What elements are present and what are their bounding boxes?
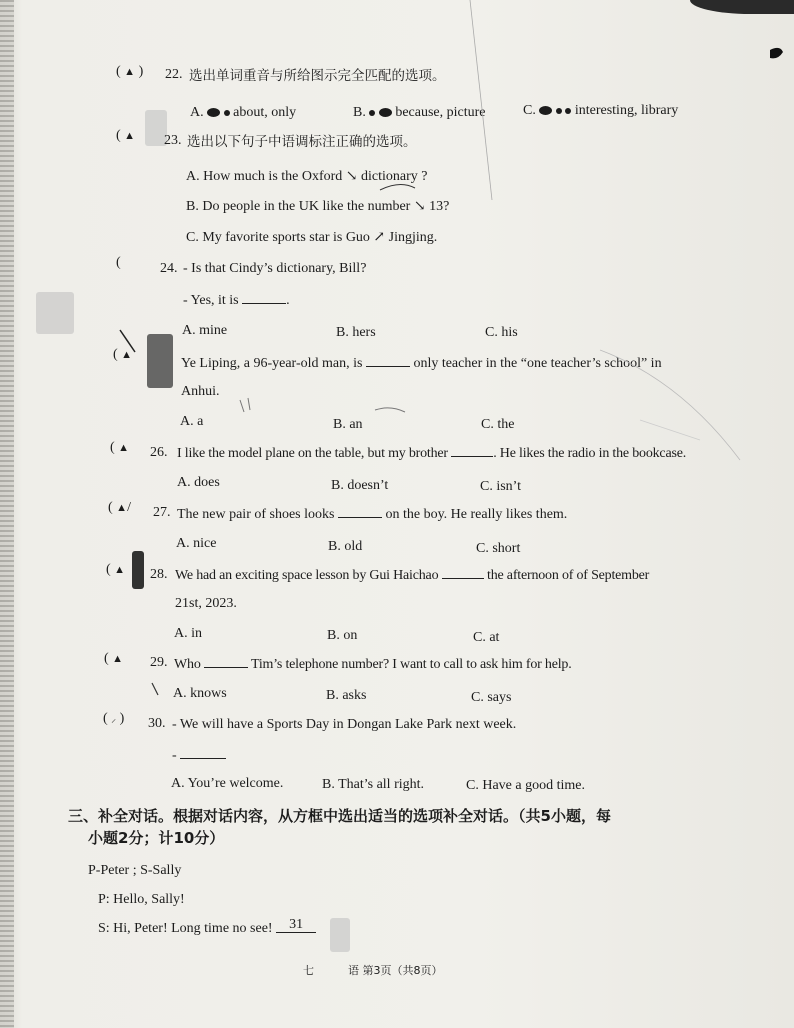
question-23-option-c: C. My favorite sports star is Guo ↗ Jingjing.: [186, 230, 438, 245]
question-30-reply: -: [172, 746, 226, 765]
answer-paren-30: ( ⸝ ): [103, 711, 125, 726]
question-22-stem: 选出单词重音与所给图示完全匹配的选项。: [189, 68, 446, 84]
footer-page-number: 语 第3页（共8页）: [348, 964, 443, 977]
question-28-option-b: B. on: [327, 628, 358, 643]
question-24-option-c: C. his: [485, 325, 518, 340]
question-22-option-a: A. about, only: [190, 105, 297, 120]
dialogue-line-2: S: Hi, Peter! Long time no see! 31: [98, 920, 316, 938]
question-30-option-b: B. That’s all right.: [322, 777, 425, 792]
question-29-stem: Who Tim’s telephone number? I want to call to ask him for help.: [174, 657, 572, 672]
answer-paren-28: ( ▲: [106, 562, 126, 577]
question-28-option-c: C. at: [473, 630, 500, 645]
section-3-title: 三、补全对话。根据对话内容，从方框中选出适当的选项补全对话。（共5小题，每: [68, 807, 611, 825]
question-26-number: 26.: [150, 445, 168, 460]
question-25-stem-line2: Anhui.: [181, 384, 220, 399]
answer-paren-25: ( ▲: [113, 347, 133, 362]
question-28-stem: We had an exciting space lesson by Gui Haichao the afternoon of of September: [175, 568, 650, 583]
question-27-stem: The new pair of shoes looks on the boy. He really likes them.: [177, 507, 568, 522]
question-23-option-b: B. Do people in the UK like the number ↘ 13?: [186, 199, 450, 214]
question-30-number: 30.: [148, 716, 166, 731]
question-27-option-b: B. old: [328, 539, 363, 554]
question-24-option-a: A. mine: [182, 323, 228, 338]
dialogue-legend: P-Peter ; S-Sally: [88, 863, 182, 878]
dialogue-line-1: P: Hello, Sally!: [98, 892, 185, 907]
question-30-stem: - We will have a Sports Day in Dongan Lake Park next week.: [172, 717, 517, 732]
answer-paren-26: ( ▲: [110, 440, 130, 455]
question-27-option-c: C. short: [476, 541, 521, 556]
answer-paren-29: ( ▲: [104, 651, 124, 666]
question-24-number: 24.: [160, 261, 178, 276]
question-30-option-c: C. Have a good time.: [466, 778, 585, 793]
answer-paren-24: (: [116, 255, 121, 270]
question-28-option-a: A. in: [174, 626, 202, 641]
section-3-title-line2: 小题2分；计10分）: [88, 829, 225, 847]
answer-paren-27: ( ▲/: [108, 500, 131, 515]
question-25-stem: Ye Liping, a 96-year-old man, is only teacher in the “one teacher’s school” in: [181, 356, 662, 371]
question-26-option-a: A. does: [177, 475, 220, 490]
question-29-option-c: C. says: [471, 690, 512, 705]
question-25-option-b: B. an: [333, 417, 363, 432]
question-25-option-c: C. the: [481, 417, 515, 432]
question-24-stem: - Is that Cindy’s dictionary, Bill?: [183, 261, 367, 276]
question-23-number: 23.: [164, 133, 182, 148]
question-26-option-b: B. doesn’t: [331, 478, 389, 493]
question-28-stem-line2: 21st, 2023.: [175, 596, 237, 611]
question-27-option-a: A. nice: [176, 536, 217, 551]
question-22-option-b: B. because, picture: [353, 105, 486, 120]
question-29-option-b: B. asks: [326, 688, 367, 703]
question-27-number: 27.: [153, 505, 171, 520]
question-24-reply: - Yes, it is .: [183, 293, 290, 308]
question-23-option-a: A. How much is the Oxford ↘ dictionary ?: [186, 169, 428, 184]
answer-paren-23: ( ▲: [116, 128, 136, 143]
question-26-stem: I like the model plane on the table, but my brother . He likes the radio in the bookcase.: [177, 446, 687, 461]
question-25-option-a: A. a: [180, 414, 204, 429]
footer-subject: 七: [303, 964, 314, 977]
question-24-option-b: B. hers: [336, 325, 376, 340]
question-22-number: 22.: [165, 67, 183, 82]
question-29-number: 29.: [150, 655, 168, 670]
question-30-option-a: A. You’re welcome.: [171, 776, 284, 791]
question-29-option-a: A. knows: [173, 686, 227, 701]
question-28-number: 28.: [150, 567, 168, 582]
question-22-option-c: C. interesting, library: [523, 103, 679, 118]
answer-paren-22: ( ▲ ): [116, 64, 144, 79]
question-23-stem: 选出以下句子中语调标注正确的选项。: [187, 134, 417, 150]
question-26-option-c: C. isn’t: [480, 479, 521, 494]
